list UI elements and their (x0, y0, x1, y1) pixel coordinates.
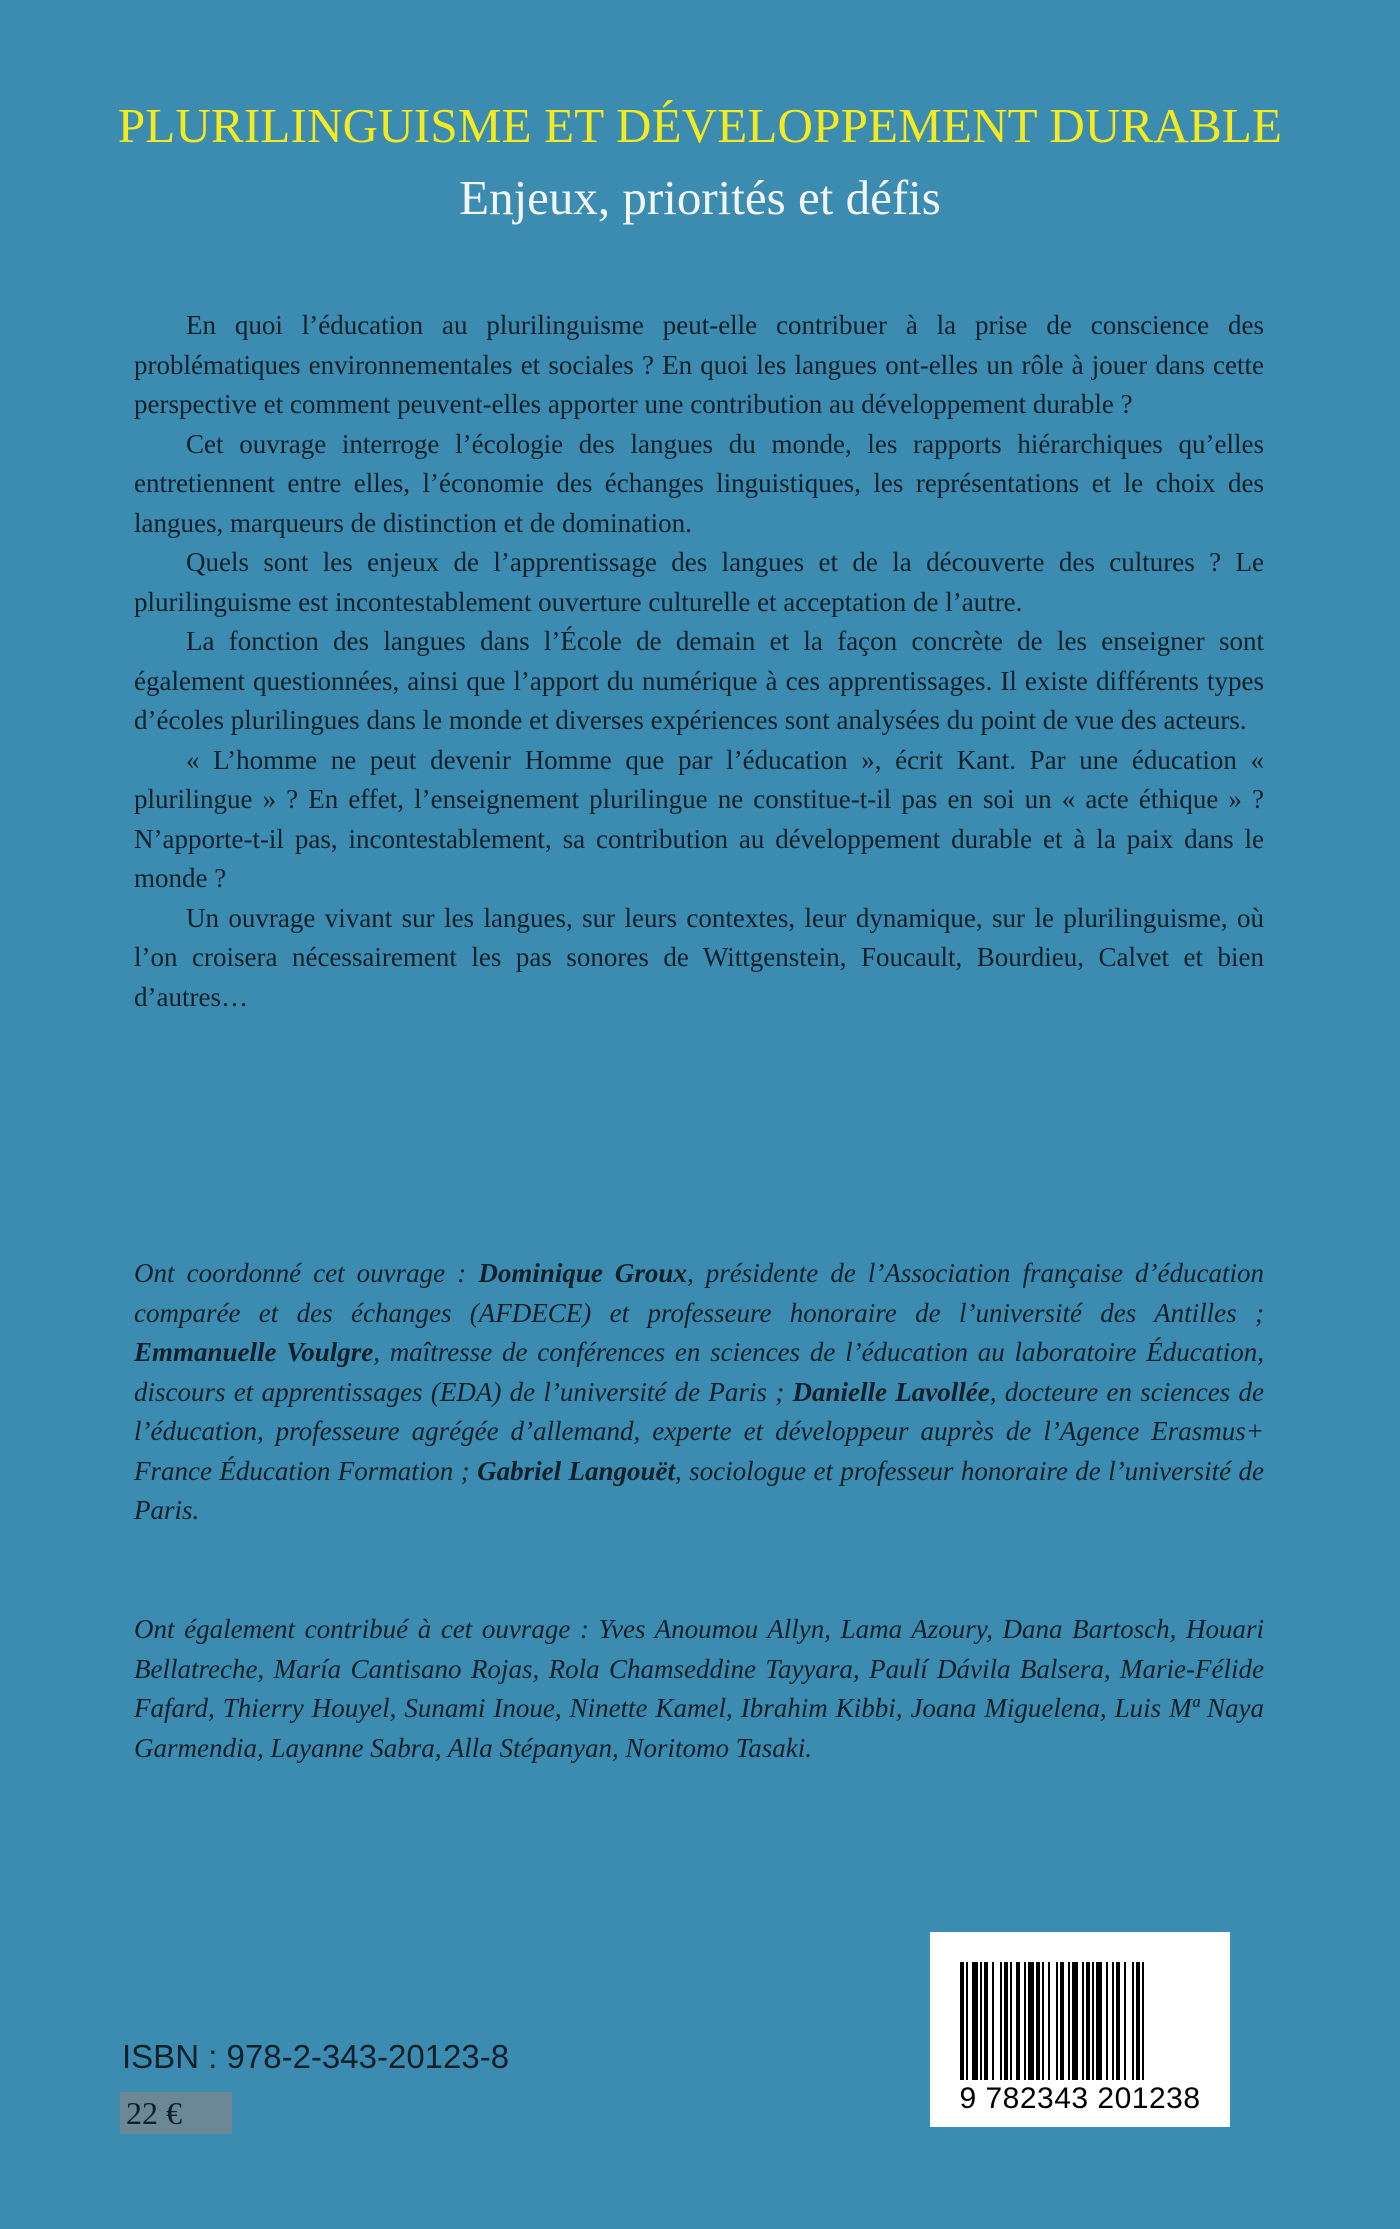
barcode-bar (1072, 1962, 1078, 2080)
barcode-bar (972, 1962, 978, 2080)
barcode-bar (1024, 1962, 1026, 2080)
book-subtitle: Enjeux, priorités et défis (459, 170, 941, 225)
barcode-bar (1124, 1962, 1126, 2080)
barcode-bar (1000, 1962, 1002, 2080)
coordinator-name: Emmanuelle Voulgre (134, 1337, 374, 1367)
barcode-bar (1116, 1962, 1120, 2080)
book-title: PLURILINGUISME ET DÉVELOPPEMENT DURABLE (117, 98, 1283, 153)
barcode-digits: 9 782343 201238 (959, 2082, 1201, 2115)
barcode-bar (1082, 1962, 1084, 2080)
barcode-bar (1106, 1962, 1108, 2080)
coordinator-name: Dominique Groux (478, 1258, 687, 1288)
barcode-bar (1042, 1962, 1044, 2080)
barcode-bar (1060, 1962, 1064, 2080)
blurb-paragraph: La fonction des langues dans l’École de demain et la façon concrète de les enseigner sont également questionnées, ainsi que l’apport du numérique à ces apprentissages. Il existe différents types d’écoles plurilingues dans le monde et diverses expériences sont analysées du point de vue des acteurs. (134, 626, 1264, 735)
blurb-paragraph: Un ouvrage vivant sur les langues, sur leurs contextes, leur dynamique, sur le plurilinguisme, où l’on croisera nécessairement les pas sonores de Wittgenstein, Foucault, Bourdieu, Calvet et bien d’autres… (134, 902, 1264, 1012)
blurb-paragraph: Quels sont les enjeux de l’apprentissage des langues et de la découverte des cultures ? Le plurilinguisme est incontestablement ouverture culturelle et acceptation de l’autre. (134, 547, 1264, 617)
barcode-bar (966, 1962, 968, 2080)
barcode-bar (1028, 1962, 1034, 2080)
barcode-bar (1036, 1962, 1040, 2080)
barcode-bar (1068, 1962, 1070, 2080)
coordinator-description: , sociologue et professeur honoraire de l’université de Paris. (134, 1455, 1264, 1525)
barcode-bar (1132, 1962, 1134, 2080)
coordinator-description: , docteure en sciences de l’éducation, professeure agrégée d’allemand, experte et développeur auprès de l’Agence Erasmus+ France Éducation Formation ; (134, 1376, 1264, 1486)
blurb-paragraph: « L’homme ne peut devenir Homme que par l’éducation », écrit Kant. Par une éducation « plurilingue » ? En effet, l’enseignement plurilingue ne constitue-t-il pas en soi un « acte éthique » ? N’apporte-t-il pas, incontestablement, sa contribution au développement durable et à la paix dans le monde ? (134, 744, 1264, 893)
isbn-label: ISBN : 978-2-343-20123-8 (122, 2038, 510, 2075)
barcode-bar (992, 1962, 994, 2080)
back-cover-blurb (134, 306, 1264, 1017)
barcode (930, 1932, 1230, 2127)
barcode-bar (1086, 1962, 1090, 2080)
barcode-bar (984, 1962, 988, 2080)
barcode-bar (1142, 1962, 1144, 2080)
barcode-bar (1010, 1962, 1012, 2080)
coordinator-name: Danielle Lavollée (792, 1376, 990, 1407)
barcode-bar (1056, 1962, 1058, 2080)
barcode-bar (1048, 1962, 1050, 2080)
coordinators-paragraph (134, 1254, 1264, 1531)
barcode-bar (1112, 1962, 1114, 2080)
barcode-bar (1016, 1962, 1020, 2080)
barcode-bar (1004, 1962, 1008, 2080)
price-tag: 22 € (120, 2092, 232, 2134)
contributors-paragraph: Ont également contribué à cet ouvrage : Yves Anoumou Allyn, Lama Azoury, Dana Bartosch, Houari Bellatreche, María Cantisano Rojas, Rola Chamseddine Tayyara, Paulí Dávila Balsera, Marie-Félide Fafard, Thierry Houyel, Sunami Inoue, Ninette Kamel, Ibrahim Kibbi, Joana Miguelena, Luis Mª Naya Garmendia, Layanne Sabra, Alla Stépanyan, Noritomo Tasaki. (134, 1614, 1264, 1763)
coordinator-name: Gabriel Langouët (477, 1455, 675, 1486)
barcode-bar (960, 1962, 964, 2080)
coordinators-intro: Ont coordonné cet ouvrage : (134, 1258, 479, 1288)
barcode-bar (1096, 1962, 1102, 2080)
blurb-paragraph: En quoi l’éducation au plurilinguisme peut-elle contribuer à la prise de conscience des problématiques environnementales et sociales ? En quoi les langues ont-elles un rôle à jouer dans cette perspective et comment peuvent-elles apporter une contribution au développement durable ? (134, 310, 1264, 419)
coordinator-description: , présidente de l’Association française d’éducation comparée et des échanges (AFDECE) et professeure honoraire de l’université des Antilles ; (134, 1258, 1264, 1328)
coordinator-description: , maîtresse de conférences en sciences de l’éducation au laboratoire Éducation, discours et apprentissages (EDA) de l’université de Paris ; (134, 1337, 1264, 1407)
barcode-bar (1092, 1962, 1094, 2080)
barcode-bars-icon (960, 1962, 1200, 2080)
barcode-bar (1136, 1962, 1140, 2080)
barcode-bar (980, 1962, 982, 2080)
blurb-paragraph: Cet ouvrage interroge l’écologie des langues du monde, les rapports hiérarchiques qu’elles entretiennent entre elles, l’économie des échanges linguistiques, les représentations et le choix des langues, marqueurs de distinction et de domination. (134, 428, 1264, 538)
